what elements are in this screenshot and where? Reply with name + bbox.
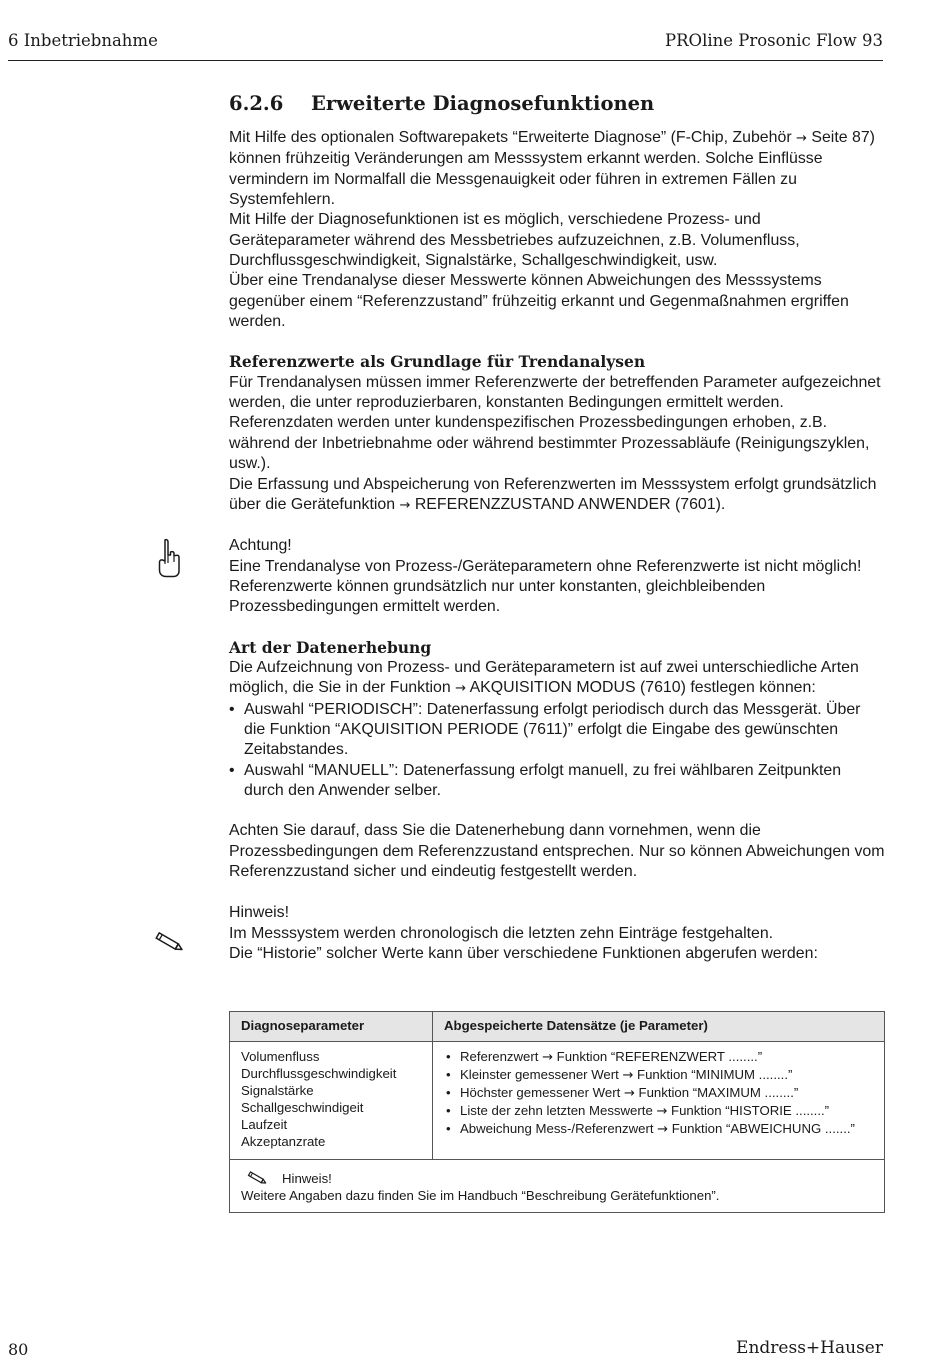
hinweis-line-1: Im Messsystem werden chronologisch die letzten zehn Einträge festgehalten. — [229, 924, 774, 942]
brand-logo-text: Endress+Hauser — [736, 1338, 883, 1358]
referenz-text-b: REFERENZZUSTAND ANWENDER (7601). — [410, 495, 726, 513]
datenerhebung-list — [229, 700, 885, 802]
section-title: Erweiterte Diagnosefunktionen — [311, 92, 655, 115]
record-label: Höchster gemessener Wert — [460, 1085, 624, 1101]
running-header-product: PROline Prosonic Flow 93 — [665, 31, 883, 50]
running-header-chapter: 6 Inbetriebnahme — [8, 31, 158, 50]
header-rule — [8, 60, 883, 61]
list-item — [444, 1048, 873, 1066]
parameter-item: Signalstärke — [241, 1083, 314, 1099]
parameter-cell — [230, 1042, 433, 1160]
arrow-icon: → — [455, 681, 467, 697]
intro-paragraph-1 — [229, 128, 885, 210]
list-item: • Auswahl “PERIODISCH”: Datenerfassung erfolgt periodisch durch das Messgerät. Über die Funktion “AKQUISITION PERIODE (7611)” erfolgt die Eingabe des gewünschten Zeitabstandes. — [229, 700, 885, 761]
list-item — [444, 1102, 873, 1120]
record-label: Liste der zehn letzten Messwerte — [460, 1103, 657, 1119]
hinweis-title: Hinweis! — [229, 904, 290, 922]
note-pencil-icon — [151, 930, 187, 954]
record-function: Funktion “MAXIMUM ........” — [634, 1085, 799, 1101]
arrow-icon: → — [656, 1104, 668, 1120]
arrow-icon: → — [796, 131, 807, 146]
table-note-title: Hinweis! — [282, 1170, 332, 1186]
record-function: Funktion “REFERENZWERT ........” — [553, 1049, 763, 1064]
section-number: 6.2.6 — [229, 92, 284, 115]
achtung-title: Achtung! — [229, 537, 292, 555]
record-function: Funktion “ABWEICHUNG .......” — [668, 1121, 855, 1137]
arrow-icon: → — [542, 1050, 553, 1065]
hinweis-line-2: Die “Historie” solcher Werte kann über verschiedene Funktionen abgerufen werden: — [229, 945, 818, 963]
page-number: 80 — [8, 1340, 29, 1359]
parameter-item: Schallgeschwindigeit — [241, 1100, 364, 1116]
table-row — [230, 1042, 885, 1160]
arrow-icon: → — [623, 1086, 635, 1102]
intro-paragraph-3: Über eine Trendanalyse dieser Messwerte können Abweichungen des Messsystems gegenüber einem “Referenzzustand” frühzeitig erkannt und Gegenmaßnahmen ergriffen werden. — [229, 272, 849, 331]
datenerhebung-paragraph-1 — [229, 658, 885, 700]
datenerhebung-heading: Art der Datenerhebung — [229, 637, 432, 657]
record-function: Funktion “MINIMUM ........” — [633, 1067, 793, 1083]
intro-paragraph-2: Mit Hilfe der Diagnosefunktionen ist es möglich, verschiedene Prozess- und Geräteparameter während des Messbetriebes aufzuzeichnen, z.B. Volumenfluss, Durchflussgeschwindigkeit, Signalstärke, Schallgeschwindigkeit, usw. — [229, 211, 800, 270]
records-list — [444, 1048, 873, 1138]
record-label: Abweichung Mess-/Referenzwert — [460, 1121, 658, 1137]
table-header-row — [230, 1012, 885, 1042]
parameter-item: Durchflussgeschwindigkeit — [241, 1066, 397, 1082]
datenerhebung-text-a: Die Aufzeichnung von Prozess- und Geräteparametern ist auf zwei unterschiedliche Arten möglich, die Sie in der Funktion — [229, 658, 859, 697]
list-item: • Auswahl “MANUELL”: Datenerfassung erfolgt manuell, zu frei wählbaren Zeitpunkten durch den Anwender selber. — [229, 761, 885, 802]
record-function: Funktion “HISTORIE ........” — [667, 1103, 830, 1119]
diagnose-table — [229, 1011, 885, 1213]
table-note-text: Weitere Angaben dazu finden Sie im Handbuch “Beschreibung Gerätefunktionen”. — [241, 1187, 720, 1203]
list-item — [444, 1120, 873, 1138]
referenz-paragraph-2 — [229, 475, 885, 517]
caution-hand-icon — [155, 538, 183, 578]
record-label: Kleinster gemessener Wert — [460, 1067, 623, 1083]
table-note-row — [230, 1159, 885, 1212]
referenz-text-a: Die Erfassung und Abspeicherung von Referenzwerten im Messsystem erfolgt grundsätzlich über die Gerätefunktion — [229, 475, 877, 513]
table-note-cell — [230, 1159, 885, 1212]
table-note-header — [241, 1170, 873, 1187]
referenz-heading: Referenzwerte als Grundlage für Trendanalysen — [229, 352, 646, 372]
record-label: Referenzwert — [460, 1049, 543, 1064]
datenerhebung-paragraph-2: Achten Sie darauf, dass Sie die Datenerhebung dann vornehmen, wenn die Prozessbedingungen dem Referenzzustand entsprechen. Nur so können Abweichungen vom Referenzzustand sicher und eindeutig festgestellt werden. — [229, 822, 885, 880]
parameter-item: Laufzeit — [241, 1117, 288, 1133]
parameter-item: Akzeptanzrate — [241, 1134, 326, 1150]
arrow-icon: → — [622, 1068, 634, 1084]
intro-text-b: Seite 87) können frühzeitig Veränderungen am Messsystem erkannt werden. Solche Einflüsse vermindern im Normalfall die Messgenauigkeit oder führen in extremen Fällen zu Systemfehlern. — [229, 129, 875, 209]
records-cell — [433, 1042, 885, 1160]
arrow-icon: → — [399, 497, 411, 513]
table-header-records: Abgespeicherte Datensätze (je Parameter) — [433, 1012, 885, 1042]
achtung-text: Eine Trendanalyse von Prozess-/Geräteparametern ohne Referenzwerte ist nicht möglich! Referenzwerte können grundsätzlich nur unter konstanten, gleichbleibenden Prozessbedingungen ermittelt werden. — [229, 557, 862, 616]
note-pencil-icon — [244, 1170, 270, 1186]
list-item — [444, 1084, 873, 1102]
referenz-paragraph-1: Für Trendanalysen müssen immer Referenzwerte der betreffenden Parameter aufgezeichnet werden, die unter reproduzierbaren, konstanten Bedingungen ermittelt werden. Referenzdaten werden unter kundenspezifischen Prozessbedingungen erhoben, z.B. während der Inbetriebnahme oder während bestimmter Prozessabläufe (Reinigungszyklen, usw.). — [229, 373, 881, 473]
intro-text-a: Mit Hilfe des optionalen Softwarepakets “Erweiterte Diagnose” (F-Chip, Zubehör — [229, 129, 797, 146]
list-item — [444, 1066, 873, 1084]
arrow-icon: → — [657, 1122, 669, 1138]
main-content — [229, 92, 885, 964]
parameter-item: Volumenfluss — [241, 1049, 320, 1064]
section-heading — [229, 92, 885, 115]
table-header-parameter: Diagnoseparameter — [230, 1012, 433, 1042]
datenerhebung-text-b: AKQUISITION MODUS (7610) festlegen können: — [466, 679, 816, 697]
